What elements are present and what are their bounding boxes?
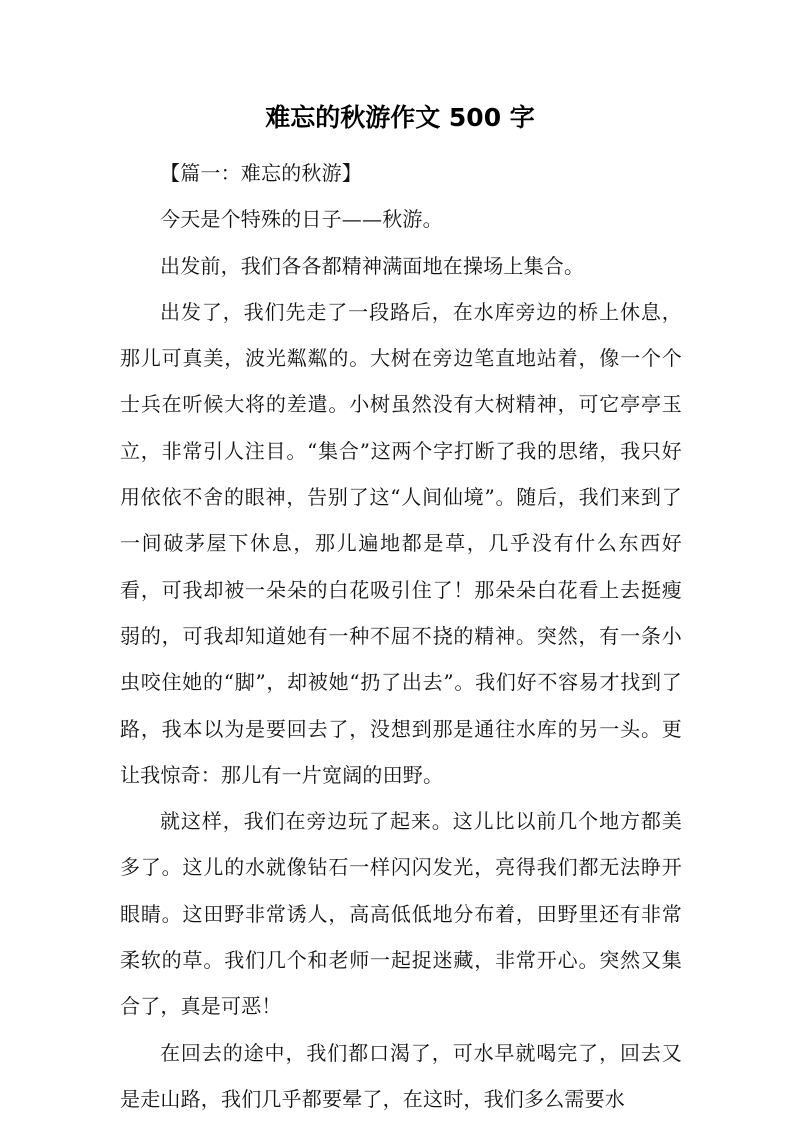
paragraph: 在回去的途中，我们都口渴了，可水早就喝完了，回去又是走山路，我们几乎都要晕了，在这时，我们多么需要水: [120, 1040, 682, 1111]
paragraph: 出发前，我们各各都精神满面地在操场上集合。: [160, 253, 585, 278]
paragraph: 今天是个特殊的日子——秋游。: [160, 207, 443, 232]
document-title: 难忘的秋游作文 500 字: [265, 103, 535, 132]
section-heading: 【篇一：难忘的秋游】: [160, 161, 362, 185]
paragraph: 出发了，我们先走了一段路后，在水库旁边的桥上休息，那儿可真美，波光粼粼的。大树在旁边笔直地站着，像一个个士兵在听候大将的差遣。小树虽然没有大树精神，可它亭亭玉立，非常引人注目。“集合”这两个字打断了我的思绪，我只好用依依不舍的眼神，告别了这“人间仙境”。随后，我们来到了一间破茅屋下休息，那儿遍地都是草，几乎没有什么东西好看，可我却被一朵朵的白花吸引住了！那朵朵白花看上去挺瘦弱的，可我却知道她有一种不屈不挠的精神。突然，有一条小虫咬住她的“脚”，却被她“扔了出去”。我们好不容易才找到了路，我本以为是要回去了，没想到那是通往水库的另一头。更让我惊奇：那儿有一片宽阔的田野。: [120, 299, 682, 787]
document-body: [120, 150, 682, 1122]
paragraph: 就这样，我们在旁边玩了起来。这儿比以前几个地方都美多了。这儿的水就像钻石一样闪闪发光，亮得我们都无法睁开眼睛。这田野非常诱人，高高低低地分布着，田野里还有非常柔软的草。我们几个和老师一起捉迷藏，非常开心。突然又集合了，真是可恶！: [120, 809, 682, 1019]
